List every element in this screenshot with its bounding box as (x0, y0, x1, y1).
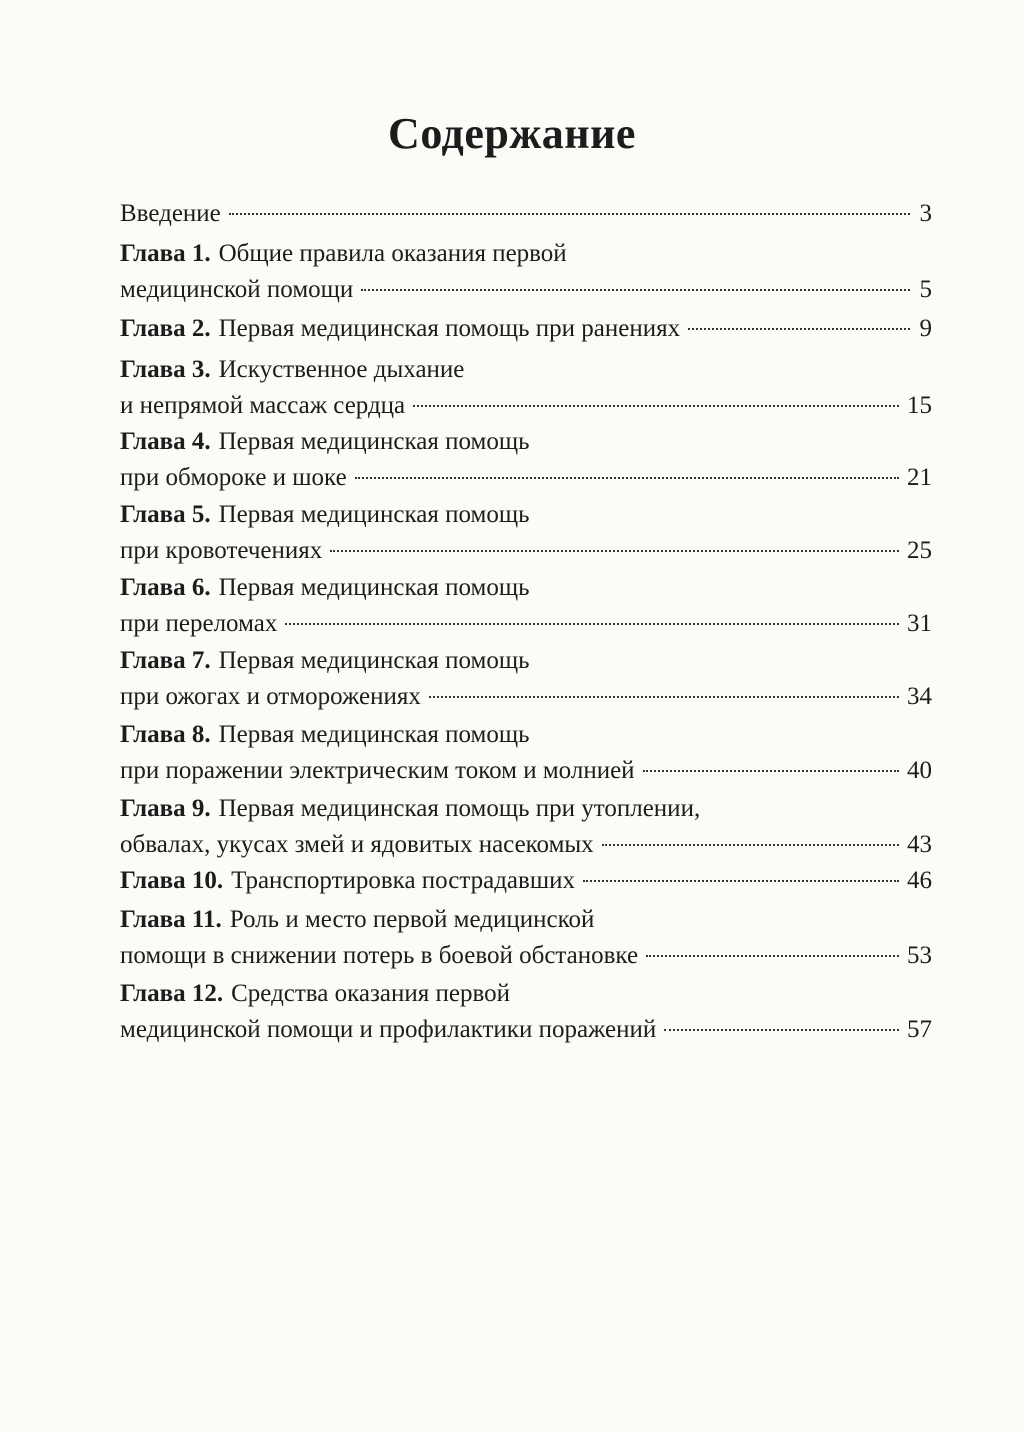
toc-entry-text: при ожогах и отморожениях (120, 683, 421, 710)
dot-leader (583, 880, 899, 882)
toc-entry-text: Введение (120, 200, 221, 227)
toc-line (120, 753, 932, 789)
dot-leader (229, 213, 910, 215)
toc-entry-text: при переломах (120, 610, 278, 637)
toc-entry-text: при обмороке и шоке (120, 464, 347, 491)
toc-page-number: 34 (907, 683, 932, 710)
chapter-label: Глава 1. (120, 240, 211, 267)
toc-page-number: 31 (907, 610, 932, 637)
toc-entry-text: медицинской помощи и профилактики поражений (120, 1016, 657, 1043)
toc-line (120, 533, 932, 569)
toc-entry-text: помощи в снижении потерь в боевой обстановке (120, 942, 639, 969)
toc-entry-text: Первая медицинская помощь (218, 501, 530, 528)
toc-line (120, 976, 932, 1012)
toc-line (120, 460, 932, 496)
toc-entry-text: Роль и место первой медицинской (229, 906, 595, 933)
chapter-label: Глава 8. (120, 721, 211, 748)
dot-leader (355, 477, 899, 479)
toc-entry-text: Искуственное дыхание (218, 356, 465, 383)
toc-entry-text: медицинской помощи (120, 276, 354, 303)
toc-line (120, 791, 932, 827)
chapter-label: Глава 6. (120, 574, 211, 601)
toc-line (120, 352, 932, 388)
toc-line (120, 497, 932, 533)
dot-leader (429, 696, 899, 698)
toc-entry-text: Первая медицинская помощь (218, 574, 530, 601)
toc-entry-chapter-6 (120, 570, 932, 642)
toc-page-number: 3 (919, 200, 932, 227)
toc-page-number: 53 (907, 942, 932, 969)
toc-page-number: 25 (907, 537, 932, 564)
toc-line (120, 679, 932, 715)
dot-leader (664, 1029, 899, 1031)
toc-line (120, 827, 932, 863)
toc-line (120, 424, 932, 460)
toc-entry-chapter-1 (120, 236, 932, 308)
toc-page-number: 21 (907, 464, 932, 491)
toc-page-number: 57 (907, 1016, 932, 1043)
toc-entry-text: Первая медицинская помощь (218, 428, 530, 455)
toc-entry-text: и непрямой массаж сердца (120, 392, 406, 419)
chapter-label: Глава 11. (120, 906, 222, 933)
toc-line (120, 196, 932, 232)
dot-leader (643, 770, 899, 772)
toc-line (120, 272, 932, 308)
toc-entry-chapter-2 (120, 311, 932, 347)
toc-entry-chapter-5 (120, 497, 932, 569)
dot-leader (285, 623, 899, 625)
toc-entry-text: Транспортировка пострадавших (231, 867, 575, 894)
toc-entry-text: Первая медицинская помощь (218, 721, 530, 748)
dot-leader (646, 955, 899, 957)
toc-entry-text: Первая медицинская помощь (218, 647, 530, 674)
toc-page-number: 46 (907, 867, 932, 894)
toc-entry-text: Первая медицинская помощь при ранениях (218, 315, 681, 342)
toc-line (120, 606, 932, 642)
toc-entry-chapter-10 (120, 863, 932, 899)
toc-page-number: 5 (919, 276, 932, 303)
toc-entry-text: Первая медицинская помощь при утоплении, (218, 795, 701, 822)
chapter-label: Глава 7. (120, 647, 211, 674)
toc-line (120, 643, 932, 679)
dot-leader (330, 550, 899, 552)
toc-line (120, 388, 932, 424)
toc-entry-chapter-3 (120, 352, 932, 424)
chapter-label: Глава 12. (120, 980, 224, 1007)
toc-page-number: 40 (907, 757, 932, 784)
toc-line (120, 717, 932, 753)
toc-entry-chapter-8 (120, 717, 932, 789)
chapter-label: Глава 10. (120, 867, 224, 894)
chapter-label: Глава 5. (120, 501, 211, 528)
toc-line (120, 938, 932, 974)
chapter-label: Глава 9. (120, 795, 211, 822)
toc-line (120, 570, 932, 606)
toc-line (120, 236, 932, 272)
toc-entry-chapter-12 (120, 976, 932, 1048)
toc-page-number: 43 (907, 831, 932, 858)
toc-entry-chapter-11 (120, 902, 932, 974)
toc-entry-text: при кровотечениях (120, 537, 323, 564)
chapter-label: Глава 4. (120, 428, 211, 455)
toc-entry-text: обвалах, укусах змей и ядовитых насекомых (120, 831, 594, 858)
chapter-label: Глава 3. (120, 356, 211, 383)
toc-page-number: 15 (907, 392, 932, 419)
toc-entry-text: Общие правила оказания первой (218, 240, 567, 267)
toc-entry-introduction (120, 196, 932, 232)
dot-leader (413, 405, 899, 407)
toc-entry-chapter-9 (120, 791, 932, 863)
toc-line (120, 863, 932, 899)
dot-leader (361, 289, 910, 291)
toc-entry-chapter-7 (120, 643, 932, 715)
dot-leader (688, 328, 910, 330)
toc-line (120, 311, 932, 347)
toc-entry-text: Средства оказания первой (231, 980, 510, 1007)
dot-leader (602, 844, 899, 846)
page-title: Содержание (388, 109, 636, 158)
toc-line (120, 1012, 932, 1048)
chapter-label: Глава 2. (120, 315, 211, 342)
toc-entry-text: при поражении электрическим током и молнией (120, 757, 635, 784)
toc-entry-chapter-4 (120, 424, 932, 496)
toc-line (120, 902, 932, 938)
toc-page-number: 9 (919, 315, 932, 342)
